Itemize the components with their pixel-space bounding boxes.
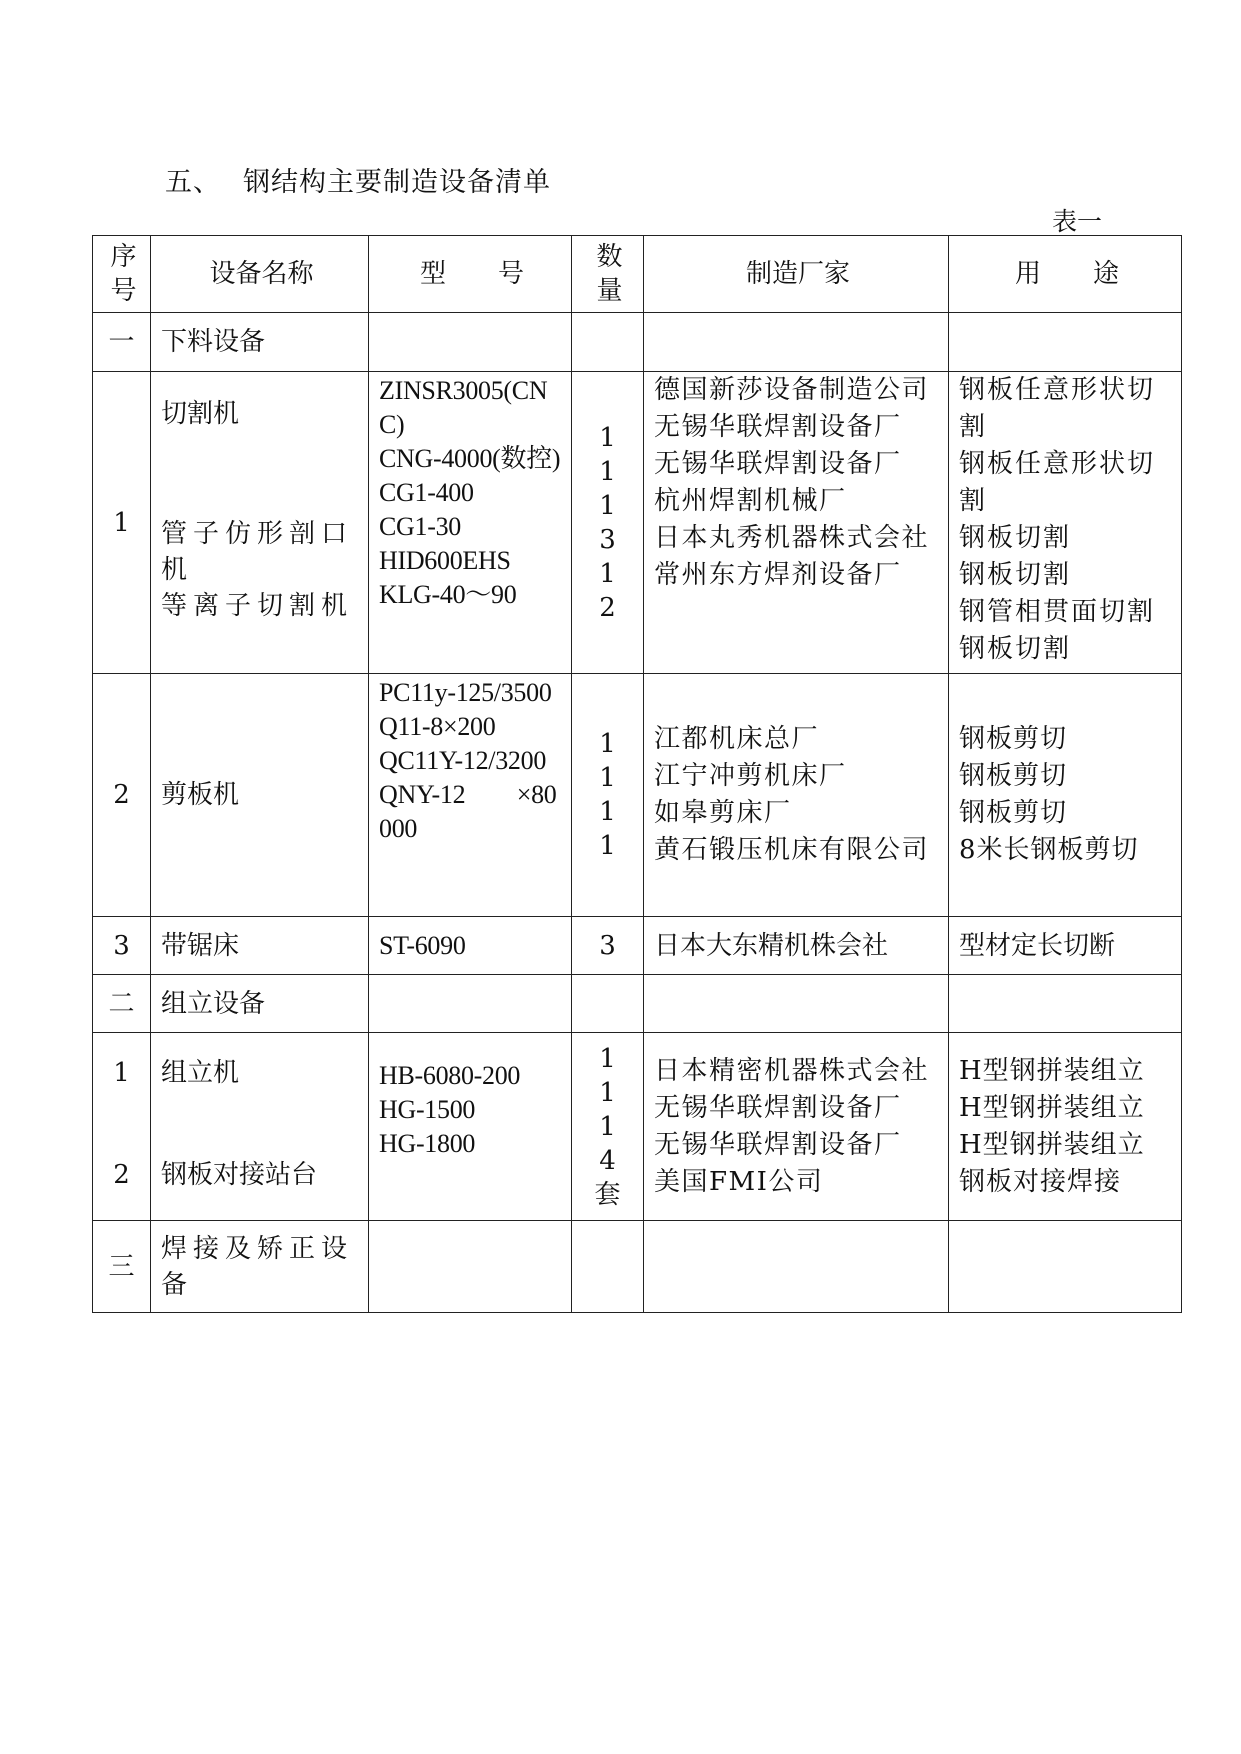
table-row xyxy=(93,674,1182,917)
cell-use: H型钢拼装组立 H型钢拼装组立 H型钢拼装组立 钢板对接焊接 xyxy=(949,1033,1182,1221)
cell-model: ZINSR3005(CNC) CNG-4000(数控) CG1-400 CG1-30 HID600EHS KLG-40～90 xyxy=(369,372,572,674)
section-number: 五、 xyxy=(165,167,221,198)
cell-name: 带锯床 xyxy=(151,917,369,975)
cell-qty: 1 1 1 1 xyxy=(572,674,644,917)
cell-qty xyxy=(572,313,644,372)
name-bottom: 管子仿形剖口机 等离子切割机 xyxy=(161,519,354,621)
cell-maker xyxy=(644,1221,949,1313)
table-row xyxy=(93,975,1182,1033)
cell-use: 型材定长切断 xyxy=(949,917,1182,975)
cell-name: 下料设备 xyxy=(151,313,369,372)
cell-seq: 一 xyxy=(93,313,151,372)
header-use: 用 途 xyxy=(949,236,1182,313)
name-top: 切割机 xyxy=(161,399,240,429)
section-heading xyxy=(165,160,551,199)
cell-seq: 2 xyxy=(93,674,151,917)
seq-bottom: 2 xyxy=(113,1160,130,1190)
cell-qty xyxy=(572,1221,644,1313)
section-title: 钢结构主要制造设备清单 xyxy=(243,167,551,198)
table-header-row xyxy=(93,236,1182,313)
cell-model xyxy=(369,313,572,372)
header-seq: 序 号 xyxy=(93,236,151,313)
cell-maker xyxy=(644,313,949,372)
table-row xyxy=(93,313,1182,372)
cell-use: 钢板剪切 钢板剪切 钢板剪切 8米长钢板剪切 xyxy=(949,674,1182,917)
table-label: 表一 xyxy=(1052,207,1103,236)
table-row xyxy=(93,917,1182,975)
cell-model xyxy=(369,975,572,1033)
cell-qty xyxy=(572,975,644,1033)
cell-seq xyxy=(93,1033,151,1221)
cell-use xyxy=(949,975,1182,1033)
cell-name: 剪板机 xyxy=(151,674,369,917)
name-top: 组立机 xyxy=(161,1058,240,1088)
cell-qty: 3 xyxy=(572,917,644,975)
cell-maker xyxy=(644,975,949,1033)
cell-name: 组立设备 xyxy=(151,975,369,1033)
cell-seq: 三 xyxy=(93,1221,151,1313)
table-row xyxy=(93,1033,1182,1221)
header-maker: 制造厂家 xyxy=(644,236,949,313)
cell-maker: 江都机床总厂 江宁冲剪机床厂 如皋剪床厂 黄石锻压机床有限公司 xyxy=(644,674,949,917)
cell-seq: 1 xyxy=(93,372,151,674)
header-name: 设备名称 xyxy=(151,236,369,313)
name-bottom: 钢板对接站台 xyxy=(161,1160,318,1190)
header-model: 型 号 xyxy=(369,236,572,313)
cell-seq: 3 xyxy=(93,917,151,975)
cell-model: ST-6090 xyxy=(369,917,572,975)
cell-use: 钢板任意形状切割 钢板任意形状切割 钢板切割 钢板切割 钢管相贯面切割 钢板切割 xyxy=(949,372,1182,674)
cell-name xyxy=(151,372,369,674)
cell-qty: 1 1 1 3 1 2 xyxy=(572,372,644,674)
cell-use xyxy=(949,1221,1182,1313)
table-row xyxy=(93,372,1182,674)
header-qty: 数 量 xyxy=(572,236,644,313)
cell-model: PC11y-125/3500 Q11-8×200 QC11Y-12/3200 QNY-12 ×80000 xyxy=(369,674,572,917)
cell-qty: 1 1 1 4 套 xyxy=(572,1033,644,1221)
cell-maker: 日本精密机器株式会社 无锡华联焊割设备厂 无锡华联焊割设备厂 美国FMI公司 xyxy=(644,1033,949,1221)
cell-model xyxy=(369,1221,572,1313)
equipment-table xyxy=(92,235,1182,1313)
cell-maker: 日本大东精机株会社 xyxy=(644,917,949,975)
cell-model: HB-6080-200 HG-1500 HG-1800 xyxy=(369,1033,572,1221)
cell-name xyxy=(151,1033,369,1221)
cell-seq: 二 xyxy=(93,975,151,1033)
cell-use xyxy=(949,313,1182,372)
cell-maker: 德国新莎设备制造公司 无锡华联焊割设备厂 无锡华联焊割设备厂 杭州焊割机械厂 日本丸秀机器株式会社 常州东方焊剂设备厂 xyxy=(644,372,949,674)
seq-top: 1 xyxy=(113,1058,130,1088)
table-row xyxy=(93,1221,1182,1313)
cell-name: 焊接及矫正设备 xyxy=(151,1221,369,1313)
